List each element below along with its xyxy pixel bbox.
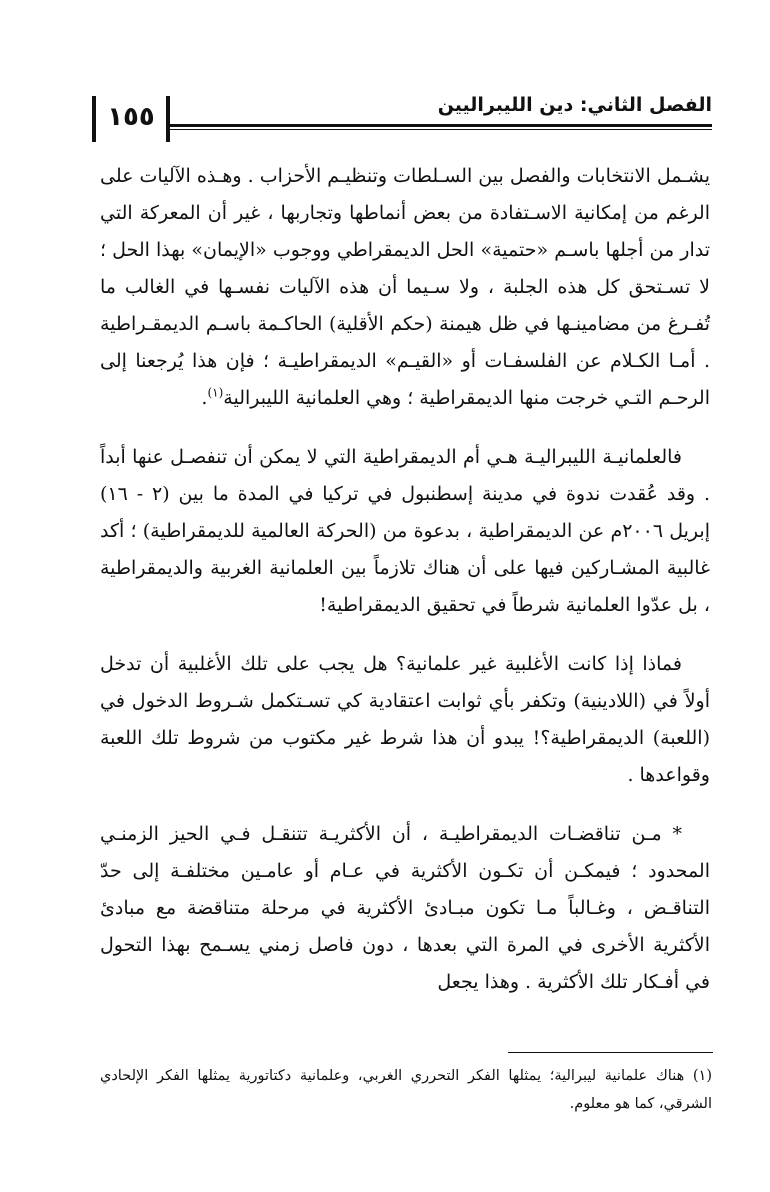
header-rule-thin [170, 129, 712, 130]
paragraph-1-end: . [201, 387, 208, 409]
page-header [92, 88, 712, 146]
footnote-reference[interactable]: (١) [207, 385, 224, 400]
paragraph-1-text: يشـمل الانتخابات والفصل بين السـلطات وتنظيـم الأحزاب . وهـذه الآليات على الرغم من إمكانية الاسـتفادة من بعض أنماطها وتجاربها ، غير أن المعركة التي تدار من أجلها باسـم «حتمية» الحل الديمقراطي ووجوب «الإيمان» بهذا الحل ؛ لا تسـتحق كل هذه الجلبة ، ولا سـيما أن هذه الآليات نفسـها في الغالب ما تُفـرغ من مضامينـها في ظل هيمنة (حكم الأقلية) الحاكـمة باسـم الديمقـراطية . أمـا الكـلام عن الفلسفـات أو «القيـم» الديمقراطيـة ؛ فإن هذا يُرجعنا إلى الرحـم التـي خرجت منها الديمقراطية ؛ وهي العلمانية الليبرالية [100, 165, 710, 409]
header-rule [170, 124, 712, 127]
paragraph-3: فماذا إذا كانت الأغلبية غير علمانية؟ هل يجب على تلك الأغلبية أن تدخل أولاً في (اللادينية) وتكفر بأي ثوابت اعتقادية كي تسـتكمل شـروط الدخول في (اللعبة) الديمقراطية؟! يبدو أن هذا شرط غير مكتوب من شروط تلك اللعبة وقواعدها . [100, 653, 710, 786]
paragraph-2: فالعلمانيـة الليبراليـة هـي أم الديمقراطية التي لا يمكن أن تنفصـل عنها أبداً . وقد عُقدت ندوة في مدينة إسطنبول في تركيا في المدة ما بين (٢ - ١٦) إبريل ٢٠٠٦م عن الديمقراطية ، بدعوة من (الحركة العالمية للديمقراطية) ؛ أكد غالبية المشـاركين فيها على أن هناك تلازماً بين العلمانية الغربية والديمقراطية ، بل عدّوا العلمانية شرطاً في تحقيق الديمقراطية! [100, 446, 711, 616]
page-number-frame [92, 96, 170, 142]
chapter-title: الفصل الثاني: دين الليبراليين [437, 94, 712, 116]
footnote-separator [508, 1052, 713, 1053]
main-text [100, 158, 710, 1023]
page-number: ١٥٥ [107, 102, 155, 132]
paragraph-4: * مـن تناقضـات الديمقراطيـة ، أن الأكثريـة تتنقـل فـي الحيز الزمنـي المحدود ؛ فيمكـن أن تكـون الأكثرية في عـام أو عامـين مختلفـة إلى حدّ التناقـض ، وغـالباً مـا تكون مبـادئ الأكثرية في مرحلة متناقضة مع مبادئ الأكثرية الأخرى في المرة التي بعدها ، دون فاصل زمني يسـمح بهذا التحول في أفـكار تلك الأكثرية . وهذا يجعل [100, 823, 710, 993]
paragraph-1 [100, 158, 710, 417]
footnote-1: (١) هناك علمانية ليبرالية؛ يمثلها الفكر التحرري الغربي، وعلمانية دكتاتورية يمثلها الفكر الإلحادي الشرقي، كما هو معلوم. [100, 1068, 712, 1112]
